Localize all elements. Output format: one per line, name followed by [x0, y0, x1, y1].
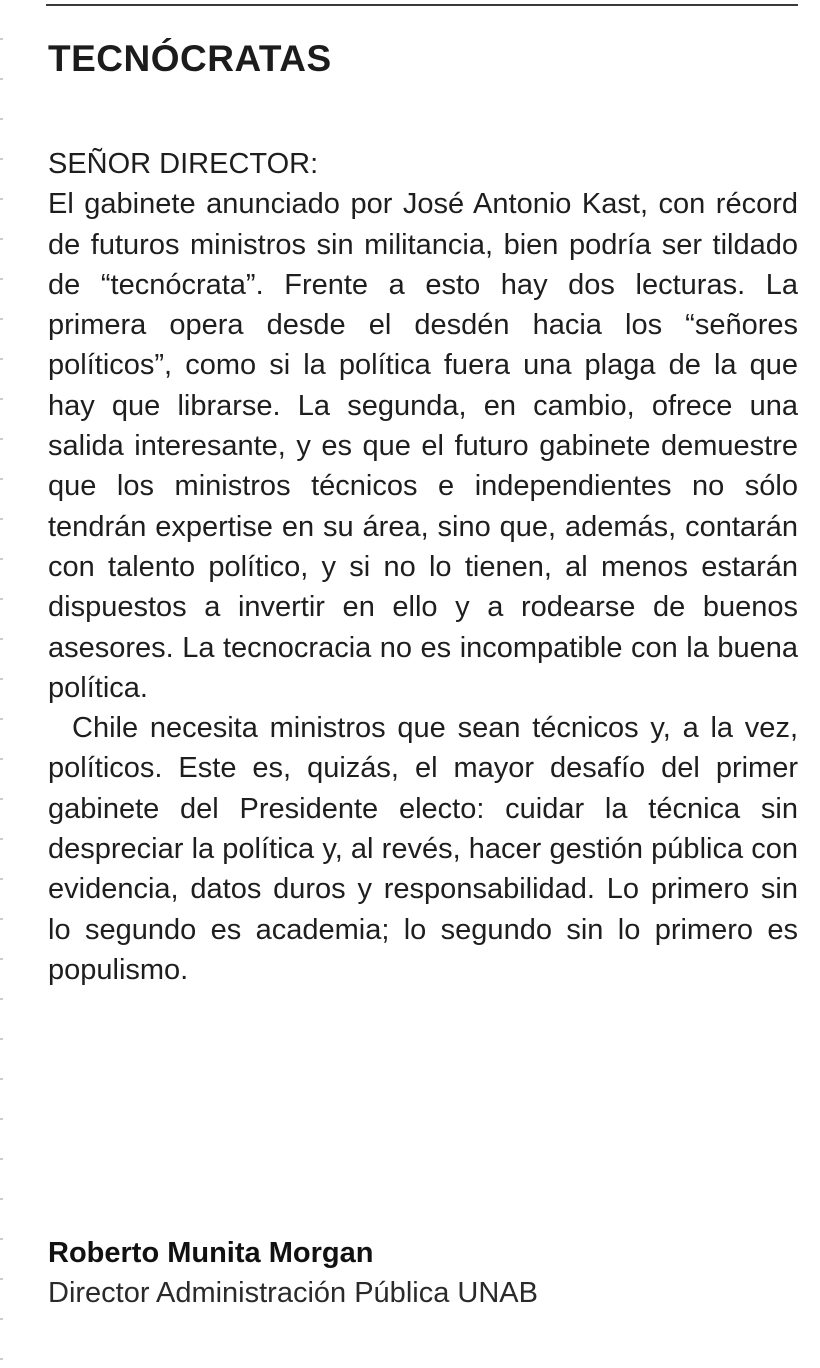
letter-salutation: SEÑOR DIRECTOR:: [48, 148, 319, 180]
author-name: Roberto Munita Morgan: [48, 1237, 374, 1269]
letter-paragraph-1: El gabinete anunciado por José Antonio Kast, con récord de futuros ministros sin militancia, bien podría ser tildado de “tecnócrata”. Frente a esto hay dos lecturas. La primera opera desde el desdén hacia los “señores políticos”, como si la política fuera una plaga de la que hay que librarse. La segunda, en cambio, ofrece una salida interesante, y es que el futuro gabinete demuestre que los ministros técnicos e independientes no sólo tendrán expertise en su área, sino que, además, contarán con talento político, y si no lo tienen, al menos estarán dispuestos a invertir en ello y a rodearse de buenos asesores. La tecnocracia no es incompatible con la buena política.: [48, 188, 798, 704]
letter-body: [48, 144, 798, 990]
page-edge-marks: [0, 0, 3, 1368]
author-affiliation: Director Administración Pública UNAB: [48, 1277, 538, 1309]
letter-paragraph-2: Chile necesita ministros que sean técnicos y, a la vez, políticos. Este es, quizás, el mayor desafío del primer gabinete del Presidente electo: cuidar la técnica sin despreciar la política y, al revés, hacer gestión pública con evidencia, datos duros y responsabilidad. Lo primero sin lo segundo es academia; lo segundo sin lo primero es populismo.: [48, 712, 798, 986]
top-rule: [46, 4, 798, 6]
letter-headline: TECNÓCRATAS: [48, 38, 332, 79]
letter-signature: [48, 1233, 538, 1313]
